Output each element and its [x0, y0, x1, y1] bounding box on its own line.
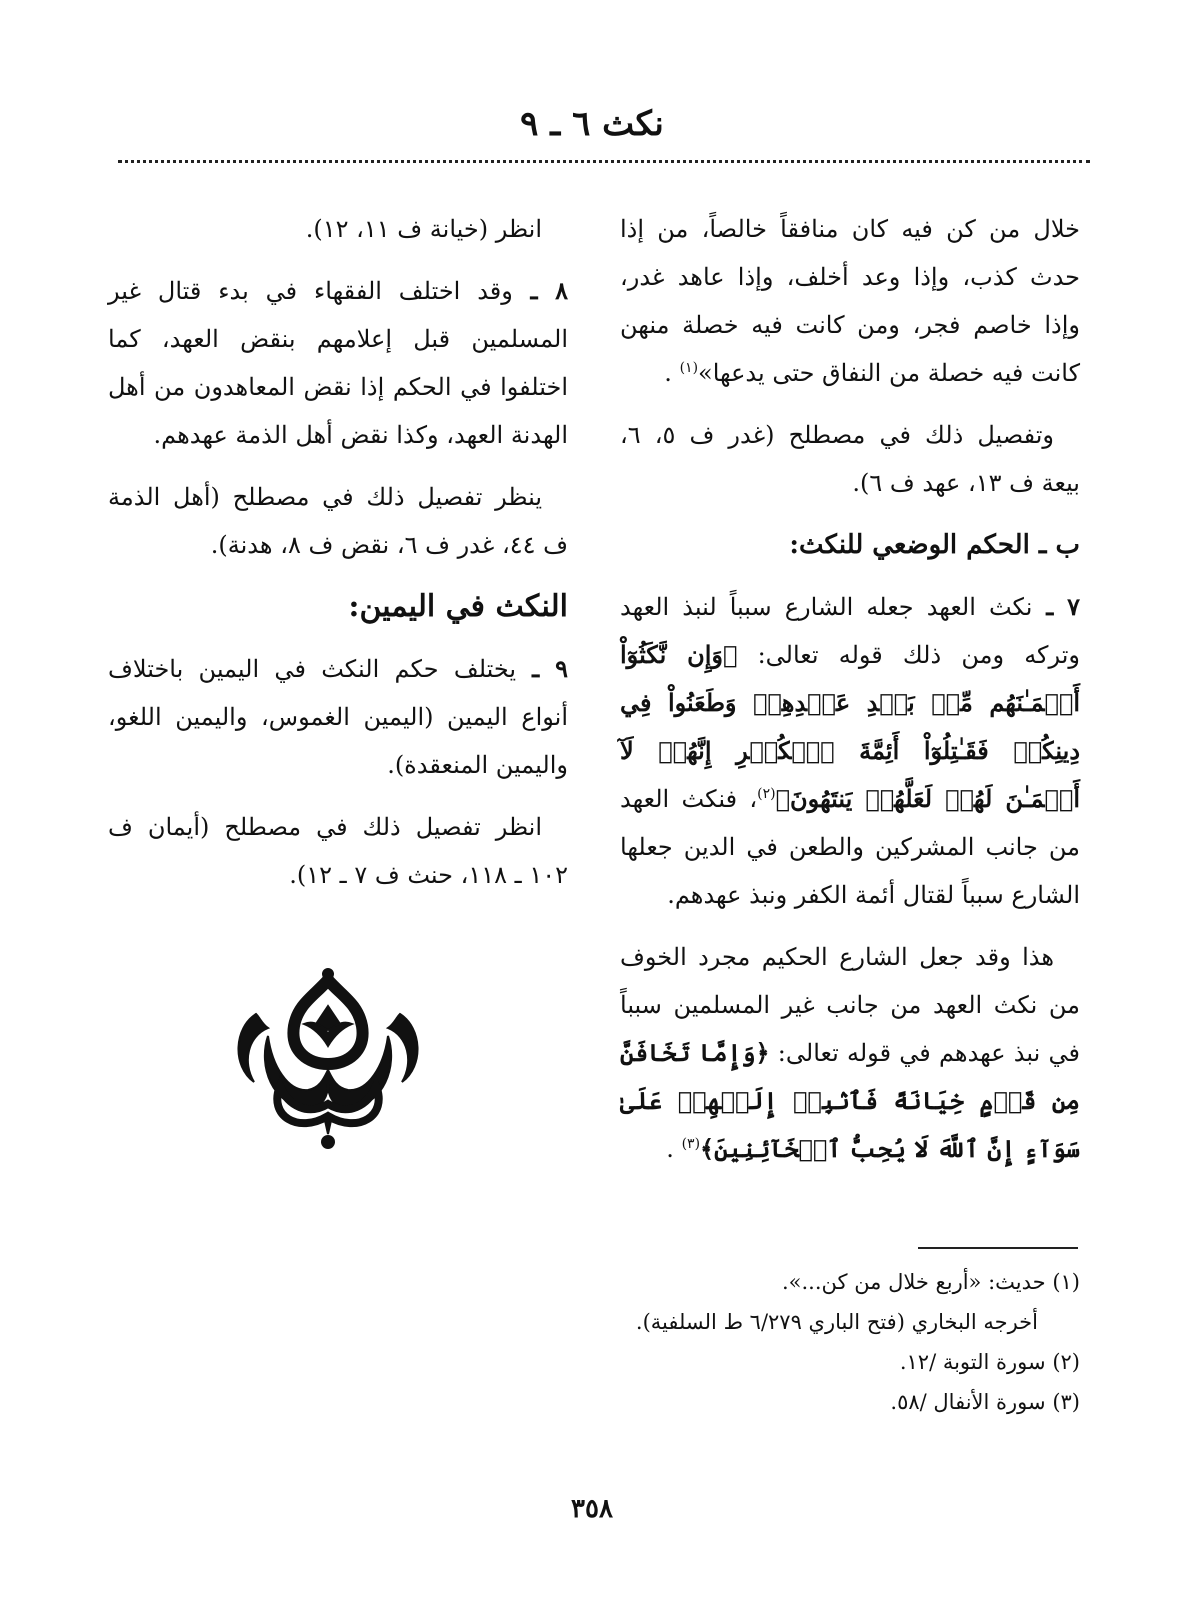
footnote-rule: [918, 1247, 1078, 1249]
footnote-3: [620, 1382, 1080, 1422]
paragraph-see-ahl-dhimma: ينظر تفصيل ذلك في مصطلح (أهل الذمة ف ٤٤، غدر ف ٦، نقض ف ٨، هدنة).: [108, 483, 568, 559]
paragraph-text: خلال من كن فيه كان منافقاً خالصاً، من إذا حدث كذب، وإذا وعد أخلف، وإذا عاهد غدر، وإذا خاصم فجر، ومن كانت فيه خصلة منهن كانت فيه خصلة من النفاق حتى يدعها»: [620, 215, 1080, 387]
paragraph-text: نكث العهد جعله الشارع سبباً لنبذ العهد وتركه ومن ذلك قوله تعالى:: [620, 593, 1080, 669]
paragraph-text: يختلف حكم النكث في اليمين باختلاف أنواع اليمين (اليمين الغموس، واليمين اللغو، واليمين المنعقدة).: [108, 655, 568, 779]
footnote-1: [620, 1262, 1080, 1302]
quran-verse: ﴿وَإِمَّا تَخَافَنَّ مِن قَوۡمٍ خِيَانَةً فَٱنۢبِذۡ إِلَيۡهِمۡ عَلَىٰ سَوَآءٍ إِنَّ ٱللَّهَ لَا يُحِبُّ ٱلۡخَآئِنِينَ﴾: [620, 1038, 1080, 1163]
footnote-text: حديث: «أربع خلال من كن...».: [781, 1270, 1046, 1294]
paragraph-number: ٩ ـ: [516, 654, 568, 683]
paragraph-end: .: [666, 1135, 682, 1163]
section-heading-b: ب ـ الحكم الوضعي للنكث:: [789, 530, 1080, 560]
page-number: ٣٥٨: [571, 1494, 613, 1524]
header-dotted-rule: [118, 160, 1090, 163]
footnote-1-continuation: أخرجه البخاري (فتح الباري ٦/٢٧٩ ط السلفية).: [635, 1310, 1038, 1334]
quran-verse: ﴿وَإِن نَّكَثُوٓاْ أَيۡمَـٰنَهُم مِّنۢ بَعۡدِ عَهۡدِهِمۡ وَطَعَنُواْ فِي دِينِكُمۡ فَقَـٰتِلُوٓاْ أَئِمَّةَ ٱلۡكُفۡرِ إِنَّهُمۡ لَآ أَيۡمَـٰنَ لَهُمۡ لَعَلَّهُمۡ يَنتَهُونَ﴾: [620, 640, 1080, 813]
paragraph-details-reference: وتفصيل ذلك في مصطلح (غدر ف ٥، ٦، بيعة ف ١٣، عهد ف ٦).: [620, 421, 1080, 497]
footnote-label: (٣): [1052, 1390, 1080, 1414]
paragraph-text: وقد اختلف الفقهاء في بدء قتال غير المسلمين قبل إعلامهم بنقض العهد، كما اختلفوا في الحكم إذا نقض المعاهدون من أهل الهدنة العهد، وكذا نقض أهل الذمة عهدهم.: [108, 277, 568, 449]
paragraph-9: [108, 645, 568, 789]
footnote-2: [620, 1342, 1080, 1382]
paragraph-see-aymaan: انظر تفصيل ذلك في مصطلح (أيمان ف ١٠٢ ـ ١١٨، حنث ف ٧ ـ ١٢).: [108, 813, 568, 889]
arabesque-ornament-icon: [228, 966, 428, 1151]
footnote-label: (١): [1052, 1270, 1080, 1294]
paragraph-text: هذا وقد جعل الشارع الحكيم مجرد الخوف من نكث العهد من جانب غير المسلمين سبباً في نبذ عهدهم في قوله تعالى:: [620, 943, 1080, 1067]
footnote-text: سورة الأنفال /٥٨.: [890, 1390, 1046, 1414]
page-header-title: نكث ٦ ـ ٩: [520, 104, 664, 144]
right-column: [620, 205, 1080, 1187]
paragraph-number: ٧ ـ: [1032, 592, 1080, 621]
footnotes: [620, 1262, 1080, 1422]
footnote-label: (٢): [1052, 1350, 1080, 1374]
footnote-ref: (٣): [681, 1136, 701, 1152]
paragraph-end: ، فنكث العهد من جانب المشركين والطعن في الدين جعلها الشارع سبباً لقتال أئمة الكفر ونبذ عهدهم.: [620, 785, 1080, 909]
paragraph-8: [108, 267, 568, 459]
paragraph-number: ٨ ـ: [512, 276, 568, 305]
paragraph-fear-of-breach: [620, 933, 1080, 1173]
paragraph-7: [620, 583, 1080, 919]
paragraph-hadith-continuation: [620, 205, 1080, 397]
section-heading-oath: النكث في اليمين:: [348, 589, 568, 624]
footnote-text: سورة التوبة /١٢.: [899, 1350, 1046, 1374]
paragraph-see-khiyana: انظر (خيانة ف ١١، ١٢).: [305, 215, 542, 243]
paragraph-end: .: [664, 359, 680, 387]
footnote-ref: (٢): [757, 786, 776, 802]
footnote-ref: (١): [679, 360, 699, 376]
left-column: [108, 205, 568, 913]
